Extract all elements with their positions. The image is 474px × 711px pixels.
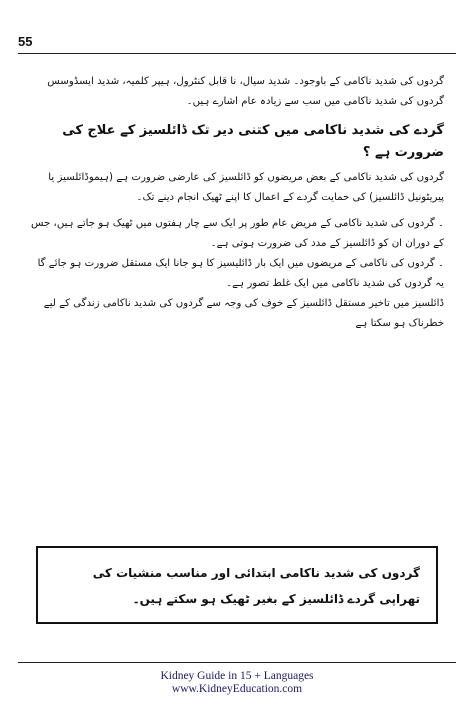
header-divider <box>18 53 456 54</box>
highlight-box-text: گردوں کی شدید ناکامی ابتدائی اور مناسب منشیات کی تھراپی گردے ڈائلسیز کے بغیر ٹھیک ہو سکتے ہیں۔ <box>92 566 420 606</box>
section-heading: گردے کی شدید ناکامی میں کتنی دیر تک ڈائلسیز کے علاج کی ضرورت ہے ؟ <box>62 123 444 160</box>
footer-title: Kidney Guide in 15 + Languages <box>160 670 314 682</box>
highlight-box <box>36 546 438 624</box>
paragraph-delay-risk: ڈائلسیز میں تاخیر مستقل ڈائلسیز کے خوف کی وجہ سے گردوں کی شدید ناکامی زندگی کے لیے خطرناک ہو سکتا ہے <box>43 298 444 329</box>
page-number: 55 <box>18 34 33 49</box>
footer-website-link[interactable]: www.KidneyEducation.com <box>171 683 303 695</box>
main-content <box>30 72 444 334</box>
bullet-recovery-time: ۔ گردوں کی شدید ناکامی کے مریض عام طور پر ایک سے چار ہفتوں میں ٹھیک ہو جاتے ہیں، جس کے دوران ان کو ڈائلسیز کے مدد کی ضرورت ہوتی ہے۔ <box>31 218 444 249</box>
bullet-misconception: ۔ گردوں کی ناکامی کے مریضوں میں ایک بار ڈائلیسیز کا ہو جانا ایک مستقل ضرورت ہو جائے گا یہ گردوں کی شدید ناکامی میں ایک غلط تصور ہے۔ <box>37 258 444 289</box>
paragraph-indications: گردوں کی شدید ناکامی کے باوجود۔ شدید سیال، نا قابل کنٹرول، ہیپر کلمیہ، شدید ایسڈوسس گردوں کی شدید ناکامی میں سب سے زیادہ عام اشارے ہیں۔ <box>47 76 444 107</box>
paragraph-temporary-dialysis: گردوں کی شدید ناکامی کے بعض مریضوں کو ڈائلسیز کی عارضی ضرورت ہے (ہیموڈائلسیز یا پیریٹونیل ڈائلسیز) کی حمایت گردے کے اعمال کا اپنے ٹھیک انجام دینے تک۔ <box>48 172 444 203</box>
footer-divider <box>18 662 456 663</box>
footer <box>0 670 474 696</box>
